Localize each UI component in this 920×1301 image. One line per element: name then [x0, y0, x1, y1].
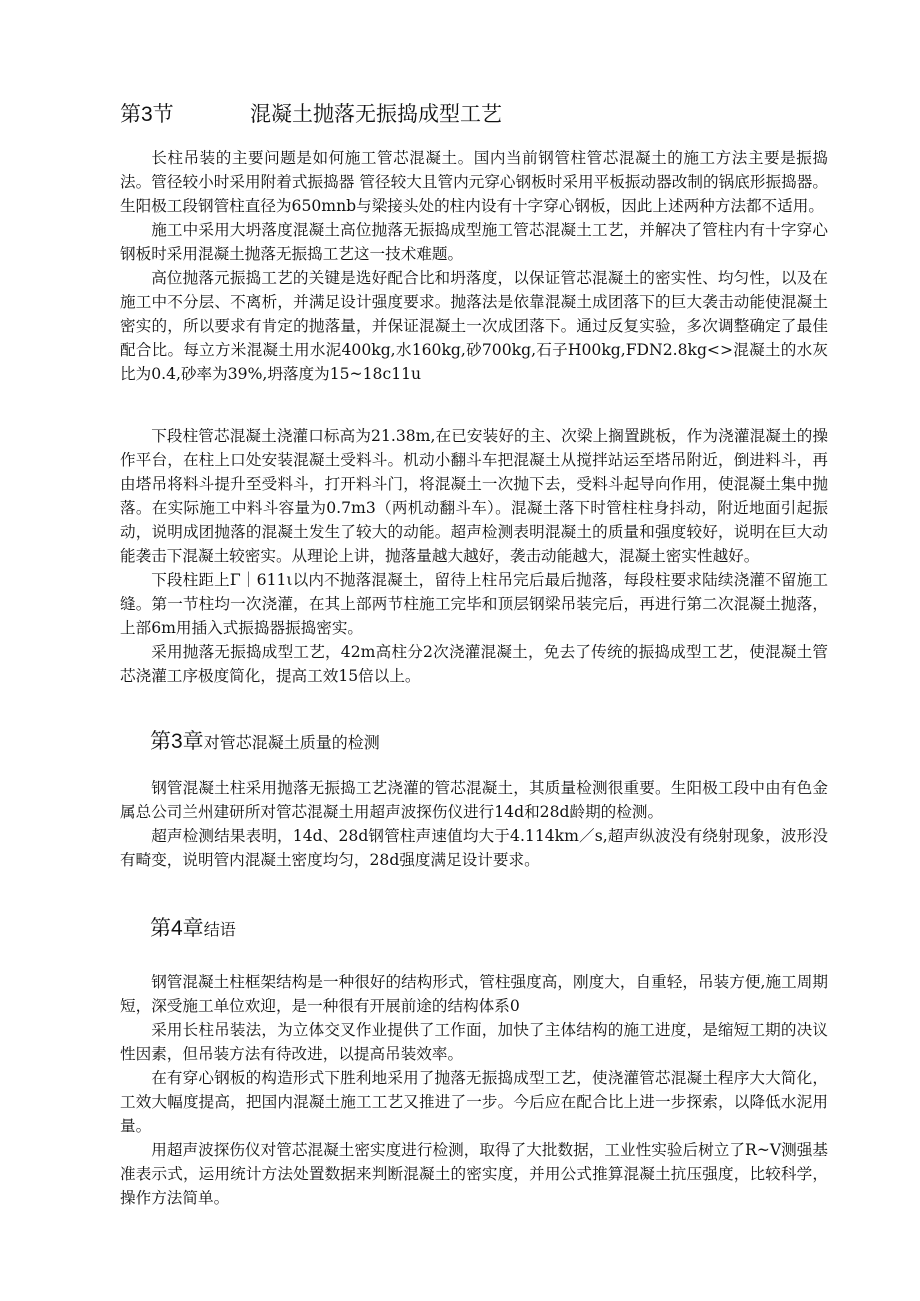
section-title: 混凝土抛落无振捣成型工艺 [250, 103, 502, 126]
section-body-a [120, 146, 828, 386]
paragraph: 超声检测结果表明，14d、28d钢管柱声速值均大于4.114km／s,超声纵波没有绕射现象，波形没有畸变，说明管内混凝土密度均匀，28d强度满足设计要求。 [120, 827, 828, 869]
chapter3-body [120, 776, 828, 872]
paragraph: 采用抛落无振捣成型工艺，42m高柱分2次浇灌混凝土，免去了传统的振捣成型工艺，使混凝土管芯浇灌工序极度简化，提高工效15倍以上。 [120, 643, 828, 685]
paragraph: 采用长柱吊装法，为立体交叉作业提供了工作面，加快了主体结构的施工进度，是缩短工期的决议性因素，但吊装方法有待改进，以提高吊装效率。 [120, 1021, 828, 1063]
section-body-b [120, 424, 828, 688]
paragraph: 下段柱距上Γ｜611ι以内不抛落混凝土，留待上柱吊完后最后抛落，每段柱要求陆续浇灌不留施工缝。第一节柱均一次浇灌，在其上部两节柱施工完毕和顶层钢梁吊装完后，再进行第二次混凝土抛落，上部6m用插入式振捣器振捣密实。 [120, 571, 828, 637]
paragraph: 下段柱管芯混凝土浇灌口标高为21.38m,在已安装好的主、次梁上搁置跳板，作为浇灌混凝土的操作平台，在柱上口处安装混凝土受料斗。机动小翻斗车把混凝土从搅拌站运至塔吊附近，倒进料斗，再由塔吊将料斗提升至受料斗，打开料斗门，将混凝土一次抛下去，受料斗起导向作用，使混凝土集中抛落。在实际施工中料斗容量为0.7m3（两机动翻斗车）。混凝土落下时管柱柱身抖动，附近地面引起振动，说明成团抛落的混凝土发生了较大的动能。超声检测表明混凝土的质量和强度较好，说明在巨大动能袭击下混凝土较密实。从理论上讲，抛落量越大越好，袭击动能越大，混凝土密实性越好。 [120, 427, 828, 565]
paragraph: 用超声波探伤仪对管芯混凝土密实度进行检测，取得了大批数据，工业性实验后树立了R~V测强基准表示式，运用统计方法处置数据来判断混凝土的密实度，并用公式推算混凝土抗压强度，比较科学，操作方法简单。 [120, 1141, 828, 1207]
paragraph: 钢管混凝土柱框架结构是一种很好的结构形式，管柱强度高，刚度大，自重轻，吊装方便,施工周期短，深受施工单位欢迎，是一种很有开展前途的结构体系0 [120, 973, 828, 1015]
paragraph: 在有穿心钢板的构造形式下胜利地采用了抛落无振捣成型工艺，使浇灌管芯混凝土程序大大简化，工效大幅度提高，把国内混凝土施工工艺又推进了一步。今后应在配合比上进一步探索，以降低水泥用量。 [120, 1069, 828, 1135]
section-number: 第3节 [120, 103, 174, 126]
chapter4-heading [150, 912, 236, 942]
paragraph: 施工中采用大坍落度混凝土高位抛落无振捣成型施工管芯混凝土工艺，并解决了管柱内有十字穿心钢板时采用混凝土抛落无振捣工艺这一技术难题。 [120, 221, 828, 263]
chapter4-title: 结语 [203, 922, 236, 939]
chapter3-heading [150, 725, 380, 755]
chapter4-body [120, 970, 828, 1210]
chapter4-number: 第4章 [150, 917, 204, 940]
paragraph: 高位抛落元振捣工艺的关键是选好配合比和坍落度，以保证管芯混凝土的密实性、均匀性，以及在施工中不分层、不离析，并满足设计强度要求。抛落法是依靠混凝土成团落下的巨大袭击动能使混凝土密实的，所以要求有肯定的抛落量，并保证混凝土一次成团落下。通过反复实验，多次调整确定了最佳配合比。每立方米混凝土用水泥400kg,水160kg,砂700kg,石子H00kg,FDN2.8kg<>混凝土的水灰比为0.4,砂率为39%,坍落度为15~18c11u [120, 269, 828, 383]
paragraph: 长柱吊装的主要问题是如何施工管芯混凝土。国内当前钢管柱管芯混凝土的施工方法主要是振捣法。管径较小时采用附着式振捣器 管径较大且管内元穿心钢板时采用平板振动器改制的锅底形振捣器。生阳极工段钢管柱直径为650mnb与梁接头处的柱内设有十字穿心钢板，因此上述两种方法都不适用。 [120, 149, 828, 215]
chapter3-title: 对管芯混凝土质量的检测 [203, 735, 380, 752]
section-heading [120, 98, 502, 128]
paragraph: 钢管混凝土柱采用抛落无振捣工艺浇灌的管芯混凝土，其质量检测很重要。生阳极工段中由有色金属总公司兰州建研所对管芯混凝土用超声波探伤仪进行14d和28d龄期的检测。 [120, 779, 828, 821]
chapter3-number: 第3章 [150, 730, 204, 753]
